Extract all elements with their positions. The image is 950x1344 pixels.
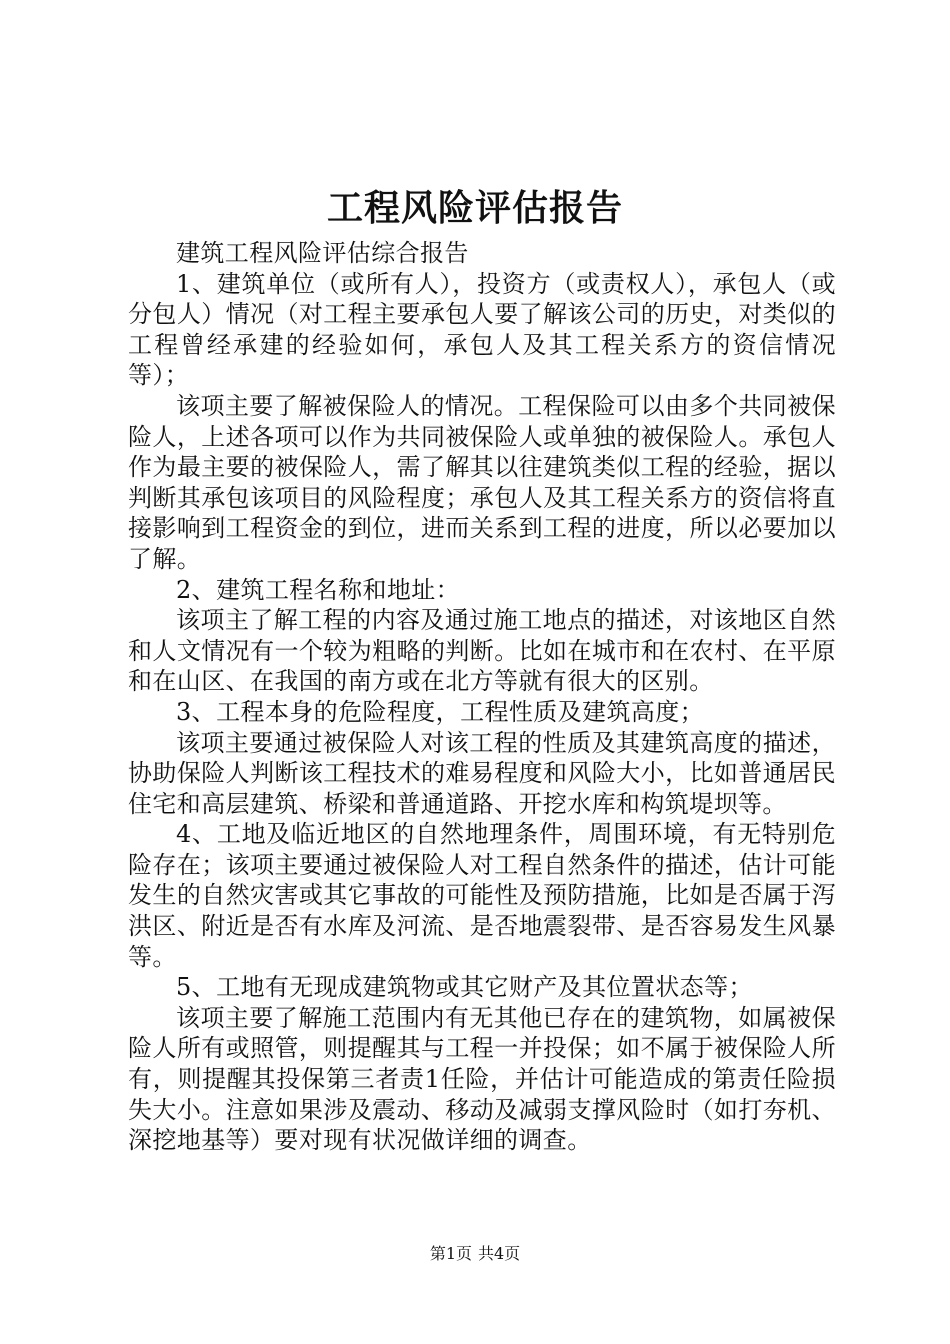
page-footer bbox=[0, 1244, 950, 1264]
paragraph-item-4: 4、工地及临近地区的自然地理条件，周围环境，有无特别危险存在；该项主要通过被保险人对工程自然条件的描述，估计可能发生的自然灾害或其它事故的可能性及预防措施，比如是否属于泻洪区、附近是否有水库及河流、是否地震裂带、是否容易发生风暴等。 bbox=[128, 820, 836, 971]
paragraph-item-5: 5、工地有无现成建筑物或其它财产及其位置状态等； bbox=[176, 973, 753, 1002]
page-title: 工程风险评估报告 bbox=[326, 187, 623, 229]
document-body bbox=[128, 238, 836, 1156]
paragraph-item-2-detail: 该项主了解工程的内容及通过施工地点的描述，对该地区自然和人文情况有一个较为粗略的判断。比如在城市和在农村、在平原和在山区、在我国的南方或在北方等就有很大的区别。 bbox=[128, 606, 836, 696]
paragraph-item-1: 1、建筑单位（或所有人），投资方（或责权人），承包人（或分包人）情况（对工程主要承包人要了解该公司的历史，对类似的工程曾经承建的经验如何，承包人及其工程关系方的资信情况等）； bbox=[128, 269, 836, 390]
paragraph-item-3: 3、工程本身的危险程度，工程性质及建筑高度； bbox=[176, 697, 705, 726]
page-total: 共4页 bbox=[478, 1244, 521, 1263]
paragraph-item-2: 2、建筑工程名称和地址： bbox=[176, 575, 461, 604]
page-number: 第1页 bbox=[429, 1244, 472, 1263]
paragraph-item-1-detail: 该项主要了解被保险人的情况。工程保险可以由多个共同被保险人，上述各项可以作为共同被保险人或单独的被保险人。承包人作为最主要的被保险人，需了解其以往建筑类似工程的经验，据以判断其承包该项目的风险程度；承包人及其工程关系方的资信将直接影响到工程资金的到位，进而关系到工程的进度，所以必要加以了解。 bbox=[128, 391, 836, 573]
paragraph-item-3-detail: 该项主要通过被保险人对该工程的性质及其建筑高度的描述，协助保险人判断该工程技术的难易程度和风险大小，比如普通居民住宅和高层建筑、桥梁和普通道路、开挖水库和构筑堤坝等。 bbox=[128, 728, 836, 818]
paragraph-heading: 建筑工程风险评估综合报告 bbox=[176, 239, 469, 267]
paragraph-item-5-detail: 该项主要了解施工范围内有无其他已存在的建筑物，如属被保险人所有或照管，则提醒其与工程一并投保；如不属于被保险人所有，则提醒其投保第三者责1任险，并估计可能造成的第责任险损失大小。注意如果涉及震动、移动及减弱支撑风险时（如打夯机、深挖地基等）要对现有状况做详细的调查。 bbox=[128, 1003, 836, 1155]
